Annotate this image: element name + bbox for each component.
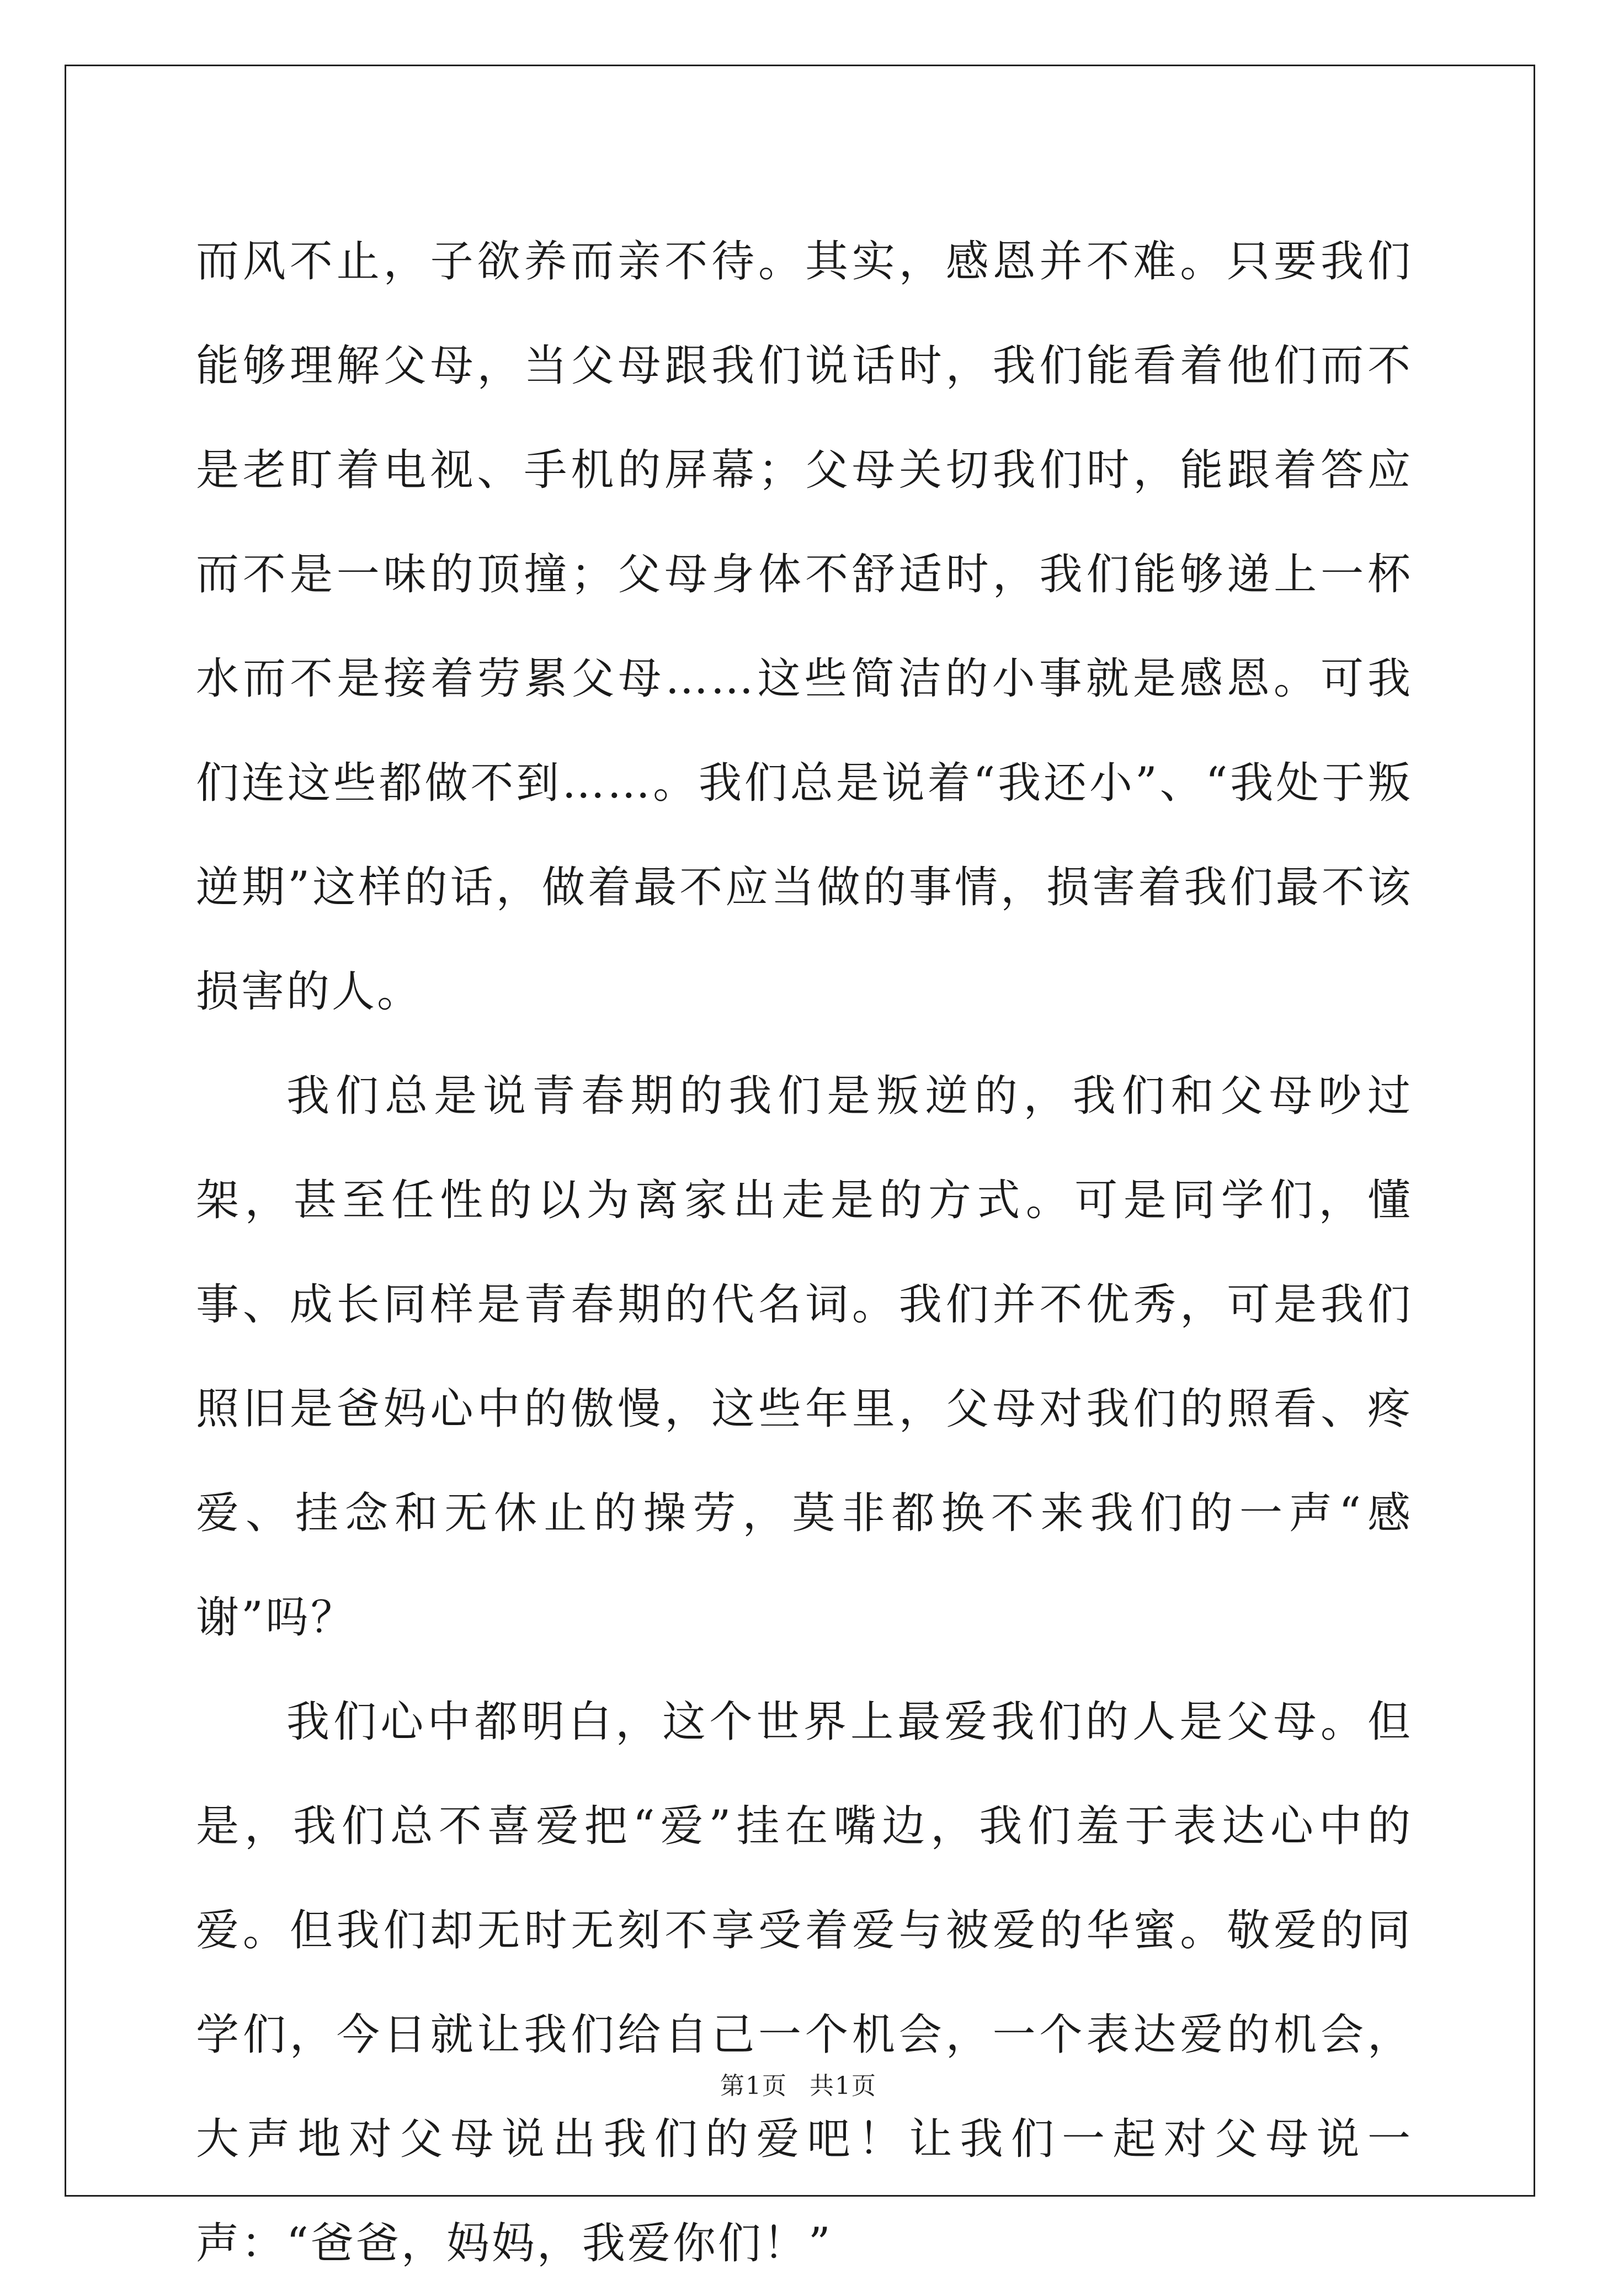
paragraph-1: 而风不止，子欲养而亲不待。其实，感恩并不难。只要我们能够理解父母，当父母跟我们说话时，我们能看着他们而不是老盯着电视、手机的屏幕；父母关切我们时，能跟着答应而不是一味的顶撞；父母身体不舒适时，我们能够递上一杯水而不是接着劳累父母……这些简洁的小事就是感恩。可我们连这些都做不到……。我们总是说着“我还小”、“我处于叛逆期”这样的话，做着最不应当做的事情，损害着我们最不该损害的人。	[196, 237, 1413, 1017]
page-number-current: 第1页	[720, 2072, 787, 2100]
paragraph-3: 我们心中都明白，这个世界上最爱我们的人是父母。但是，我们总不喜爱把“爱”挂在嘴边，我们羞于表达心中的爱。但我们却无时无刻不享受着爱与被爱的华蜜。敬爱的同学们，今日就让我们给自己一个机会，一个表达爱的机会，大声地对父母说出我们的爱吧！让我们一起对父母说一声：“爸爸，妈妈，我爱你们！”	[196, 1697, 1413, 2268]
document-body	[196, 210, 1413, 2296]
paragraph-2: 我们总是说青春期的我们是叛逆的，我们和父母吵过架，甚至任性的以为离家出走是的方式。可是同学们，懂事、成长同样是青春期的代名词。我们并不优秀，可是我们照旧是爸妈心中的傲慢，这些年里，父母对我们的照看、疼爱、挂念和无休止的操劳，莫非都换不来我们的一声“感谢”吗？	[196, 1071, 1413, 1643]
page-number-total: 共1页	[810, 2072, 877, 2100]
page-footer	[0, 2070, 1597, 2103]
